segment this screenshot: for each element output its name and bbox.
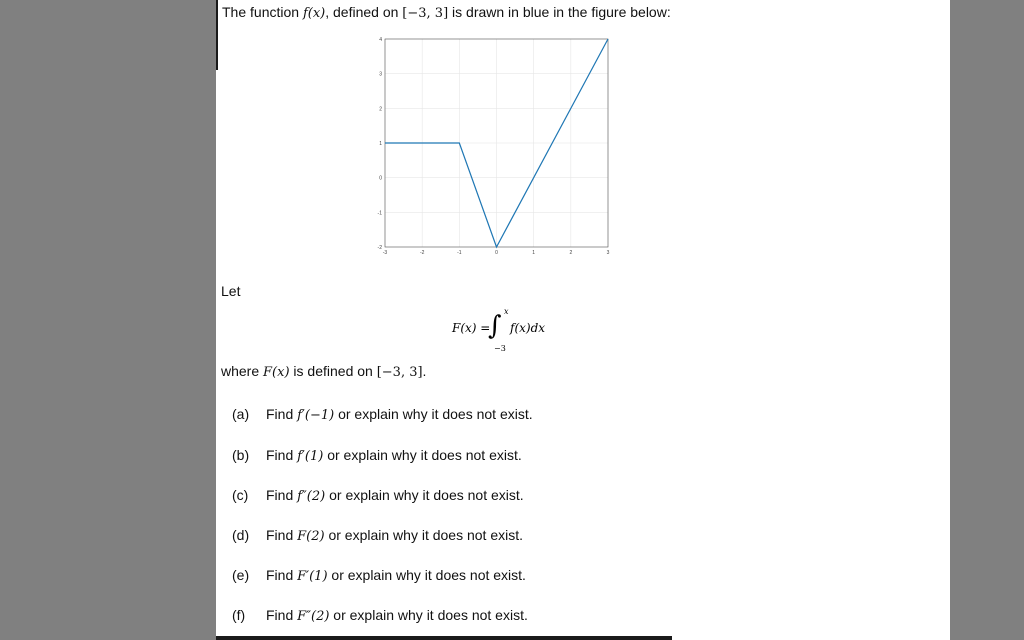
x-tick-label: 0 (495, 250, 498, 256)
y-tick-label: 2 (379, 106, 382, 113)
formula-lhs: F(x) = (452, 321, 491, 335)
y-tick-label: 0 (379, 175, 382, 182)
where-Fx: F(x) (263, 365, 290, 380)
x-tick-label: 3 (606, 250, 610, 256)
integral-sign: ∫ (488, 311, 502, 341)
question-b-letter: (b) (232, 447, 250, 463)
where-sentence (221, 363, 426, 381)
x-tick-label: -1 (457, 250, 462, 256)
bottom-scroll-bar[interactable] (216, 636, 672, 640)
intro-fx: f(x) (302, 6, 326, 21)
question-f-expr: F″(2) (297, 609, 330, 624)
x-tick-label: 2 (569, 250, 573, 256)
question-b-prefix: Find (266, 447, 298, 463)
question-d-expr: F(2) (297, 529, 325, 544)
x-tick-label: 1 (532, 250, 536, 256)
question-d-prefix: Find (266, 527, 298, 543)
question-a-expr: f′(−1) (297, 408, 335, 423)
question-b-expr: f′(1) (297, 449, 324, 464)
integral-formula (452, 308, 562, 356)
question-e-prefix: Find (266, 567, 298, 583)
function-plot (370, 32, 620, 260)
question-f-suffix: or explain why it does not exist. (329, 607, 528, 623)
y-tick-label: 4 (379, 37, 382, 43)
left-edge-bar (216, 0, 218, 70)
where-after: . (422, 363, 427, 379)
question-d-suffix: or explain why it does not exist. (324, 527, 523, 543)
y-tick-label: -2 (377, 245, 382, 251)
question-d-letter: (d) (232, 527, 250, 543)
where-mid: is defined on (289, 363, 377, 379)
integrand: f(x)dx (510, 321, 546, 335)
question-f-prefix: Find (266, 607, 298, 623)
plot-ticks (378, 37, 610, 256)
x-tick-label: -3 (382, 250, 388, 256)
question-e-letter: (e) (232, 567, 250, 583)
let-label: Let (221, 283, 241, 299)
question-a-prefix: Find (266, 406, 298, 422)
integral-upper-limit: x (504, 307, 509, 316)
question-a (266, 406, 533, 423)
question-e-suffix: or explain why it does not exist. (327, 567, 526, 583)
question-a-suffix: or explain why it does not exist. (334, 406, 533, 422)
question-f-letter: (f) (232, 607, 246, 623)
y-tick-label: 3 (379, 71, 382, 78)
x-tick-label: -2 (419, 250, 425, 256)
integral-lower-limit: −3 (494, 344, 506, 353)
y-tick-label: -1 (377, 210, 382, 217)
question-e (266, 567, 526, 584)
question-b-suffix: or explain why it does not exist. (323, 447, 522, 463)
intro-before: The function (222, 4, 303, 20)
question-b (266, 447, 522, 464)
intro-domain: [−3, 3] (402, 6, 449, 21)
question-c-expr: f″(2) (297, 489, 326, 504)
intro-mid: , defined on (325, 4, 403, 20)
question-f (266, 607, 528, 624)
question-d (266, 527, 523, 544)
intro-sentence (222, 4, 671, 22)
question-a-letter: (a) (232, 406, 250, 422)
y-tick-label: 1 (379, 141, 382, 147)
question-c-suffix: or explain why it does not exist. (325, 487, 524, 503)
where-before: where (221, 363, 264, 379)
question-c-prefix: Find (266, 487, 298, 503)
question-c-letter: (c) (232, 487, 249, 503)
intro-after: is drawn in blue in the figure below: (448, 4, 671, 20)
question-c (266, 487, 524, 504)
where-domain: [−3, 3] (376, 365, 423, 380)
question-e-expr: F′(1) (297, 569, 328, 584)
